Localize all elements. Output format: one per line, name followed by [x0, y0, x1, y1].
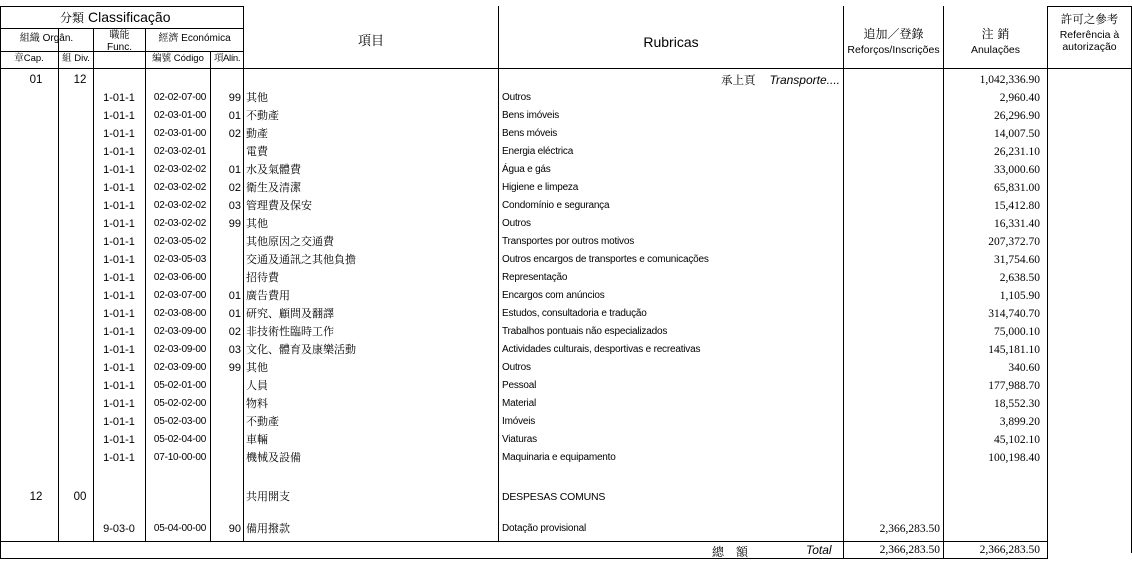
item-cell: 文化、體育及康樂活動 — [246, 343, 356, 356]
rubrica-cell: Higiene e limpeza — [502, 182, 579, 193]
item-cell: 廣告費用 — [246, 289, 290, 302]
funcional-cell: 1-01-1 — [103, 416, 135, 428]
codigo-cell: 07-10-00-00 — [153, 452, 207, 463]
anulacoes-cell: 177,988.70 — [988, 380, 1040, 392]
table-row — [0, 143, 1132, 161]
header-reforcos — [844, 28, 943, 56]
alinea-cell: 01 — [228, 290, 241, 302]
codigo-cell: 05-02-04-00 — [153, 434, 207, 445]
header-referencia-zh: 許可之參考 — [1060, 12, 1119, 26]
anulacoes-cell: 45,102.10 — [994, 434, 1040, 446]
header-organica-zh: 組織 — [19, 33, 40, 44]
rubrica-cell: Outros — [502, 92, 531, 103]
funcional-cell: 1-01-1 — [103, 290, 135, 302]
item-cell: 人員 — [246, 379, 268, 392]
divisao-cell: 00 — [73, 491, 87, 503]
total-label-zh: 總 額 — [712, 545, 749, 559]
item-cell: 不動產 — [246, 415, 279, 428]
item-cell: 其他 — [246, 217, 268, 230]
header-codigo-pt: Código — [173, 53, 204, 64]
codigo-cell: 02-03-05-03 — [153, 254, 207, 265]
total-anulacoes: 2,366,283.50 — [979, 544, 1040, 556]
table-row — [0, 341, 1132, 359]
table-row — [0, 107, 1132, 125]
codigo-cell: 02-02-07-00 — [153, 92, 207, 103]
alinea-cell: 02 — [228, 128, 241, 140]
carry-over-label — [721, 71, 840, 89]
table-row — [0, 215, 1132, 233]
header-alinea-zh: 項 — [213, 53, 224, 64]
table-row — [0, 287, 1132, 305]
rubrica-cell: Outros — [502, 218, 531, 229]
funcional-cell: 1-01-1 — [103, 254, 135, 266]
anulacoes-cell: 31,754.60 — [994, 254, 1040, 266]
header-divisao-pt: Div. — [74, 53, 90, 64]
header-referencia-pt1: Referência à — [1059, 29, 1120, 42]
anulacoes-cell: 75,000.10 — [994, 326, 1040, 338]
anulacoes-cell: 1,105.90 — [999, 290, 1040, 302]
table-row — [0, 377, 1132, 395]
rubrica-cell: Outros encargos de transportes e comunicações — [502, 254, 709, 265]
funcional-cell: 1-01-1 — [103, 200, 135, 212]
header-economica-pt: Económica — [181, 33, 231, 44]
header-economica — [146, 33, 243, 45]
rubrica-cell: Imóveis — [502, 416, 536, 427]
funcional-cell: 1-01-1 — [103, 146, 135, 158]
item-cell: 招待費 — [246, 271, 279, 284]
table-row — [0, 251, 1132, 269]
reforcos-cell: 2,366,283.50 — [879, 523, 940, 535]
funcional-cell: 1-01-1 — [103, 362, 135, 374]
table-row — [0, 395, 1132, 413]
header-organica-pt: Orgân. — [42, 33, 74, 44]
alinea-cell: 01 — [228, 164, 241, 176]
rubrica-cell: DESPESAS COMUNS — [502, 491, 606, 503]
item-cell: 電費 — [246, 145, 268, 158]
codigo-cell: 02-03-09-00 — [153, 344, 207, 355]
funcional-cell: 9-03-0 — [103, 523, 135, 535]
rubrica-cell: Trabalhos pontuais não especializados — [502, 326, 668, 337]
table-row — [0, 431, 1132, 449]
header-classificacao — [60, 9, 230, 26]
funcional-cell: 1-01-1 — [103, 110, 135, 122]
header-anulacoes-zh: 注 銷 — [981, 27, 1010, 41]
alinea-cell: 99 — [228, 218, 241, 230]
header-funcional-pt: Func. — [106, 41, 132, 53]
funcional-cell: 1-01-1 — [103, 182, 135, 194]
codigo-cell: 02-03-09-00 — [153, 362, 207, 373]
carry-over-row — [0, 71, 1132, 89]
table-row — [0, 413, 1132, 431]
header-economica-zh: 經濟 — [158, 33, 179, 44]
anulacoes-cell: 314,740.70 — [988, 308, 1040, 320]
header-item: 項目 — [357, 34, 384, 49]
codigo-cell: 02-03-02-02 — [153, 182, 207, 193]
codigo-cell: 02-03-02-02 — [153, 218, 207, 229]
codigo-cell: 05-02-03-00 — [153, 416, 207, 427]
rubrica-cell: Outros — [502, 362, 531, 373]
item-cell: 其他 — [246, 91, 268, 104]
table-row — [0, 359, 1132, 377]
codigo-cell: 02-03-05-02 — [153, 236, 207, 247]
header-organica — [0, 33, 93, 45]
item-cell: 備用撥款 — [246, 522, 290, 535]
anulacoes-cell: 16,331.40 — [994, 218, 1040, 230]
header-capitulo — [0, 54, 58, 65]
anulacoes-cell: 2,960.40 — [999, 92, 1040, 104]
carry-over-label-zh: 承上頁 — [721, 73, 756, 87]
item-cell: 機械及設備 — [246, 451, 301, 464]
header-codigo — [146, 54, 210, 65]
header-classificacao-pt: Classificação — [88, 9, 171, 25]
funcional-cell: 1-01-1 — [103, 272, 135, 284]
codigo-cell: 02-03-02-02 — [153, 200, 207, 211]
item-cell: 交通及通訊之其他負擔 — [246, 253, 356, 266]
anulacoes-cell: 33,000.60 — [994, 164, 1040, 176]
codigo-cell: 02-03-01-00 — [153, 110, 207, 121]
codigo-cell: 02-03-02-02 — [153, 164, 207, 175]
table-row — [0, 520, 1132, 538]
table-row — [0, 179, 1132, 197]
header-capitulo-pt: Cap. — [23, 53, 44, 64]
alinea-cell: 99 — [228, 362, 241, 374]
header-anulacoes-pt: Anulações — [970, 43, 1021, 56]
funcional-cell: 1-01-1 — [103, 326, 135, 338]
anulacoes-cell: 15,412.80 — [994, 200, 1040, 212]
item-cell: 共用開支 — [246, 490, 290, 503]
rubrica-cell: Bens imóveis — [502, 110, 560, 121]
total-reforcos: 2,366,283.50 — [879, 544, 940, 556]
table-row — [0, 449, 1132, 467]
rubrica-cell: Maquinaria e equipamento — [502, 452, 616, 463]
header-funcional — [94, 30, 145, 53]
anulacoes-cell: 1,042,336.90 — [979, 74, 1040, 86]
anulacoes-cell: 145,181.10 — [988, 344, 1040, 356]
funcional-cell: 1-01-1 — [103, 452, 135, 464]
rubrica-cell: Encargos com anúncios — [502, 290, 605, 301]
header-reforcos-pt: Reforços/Inscrições — [847, 43, 940, 56]
codigo-cell: 05-02-01-00 — [153, 380, 207, 391]
funcional-cell: 1-01-1 — [103, 398, 135, 410]
funcional-cell: 1-01-1 — [103, 344, 135, 356]
alinea-cell: 01 — [228, 308, 241, 320]
codigo-cell: 05-04-00-00 — [153, 523, 207, 534]
item-cell: 其他 — [246, 361, 268, 374]
rubrica-cell: Transportes por outros motivos — [502, 236, 635, 247]
rubrica-cell: Bens móveis — [502, 128, 558, 139]
anulacoes-cell: 100,198.40 — [988, 452, 1040, 464]
rubrica-cell: Condomínio e segurança — [502, 200, 610, 211]
alinea-cell: 03 — [228, 344, 241, 356]
table-row — [0, 323, 1132, 341]
table-row — [0, 197, 1132, 215]
header-alinea — [211, 54, 243, 65]
codigo-cell: 05-02-02-00 — [153, 398, 207, 409]
funcional-cell: 1-01-1 — [103, 380, 135, 392]
funcional-cell: 1-01-1 — [103, 164, 135, 176]
item-cell: 動產 — [246, 127, 268, 140]
codigo-cell: 02-03-08-00 — [153, 308, 207, 319]
header-rubricas: Rubricas — [643, 34, 699, 50]
header-alinea-pt: Alín. — [223, 53, 241, 64]
header-classificacao-zh: 分類 — [60, 11, 85, 25]
rubrica-cell: Actividades culturais, desportivas e recreativas — [502, 344, 701, 355]
funcional-cell: 1-01-1 — [103, 92, 135, 104]
anulacoes-cell: 14,007.50 — [994, 128, 1040, 140]
item-cell: 物料 — [246, 397, 268, 410]
rubrica-cell: Representação — [502, 272, 568, 283]
capitulo-cell: 12 — [29, 491, 43, 503]
item-cell: 水及氣體費 — [246, 163, 301, 176]
total-row — [0, 541, 1132, 559]
item-cell: 研究、顧問及翻譯 — [246, 307, 334, 320]
header-reforcos-zh: 追加／登錄 — [863, 27, 924, 41]
funcional-cell: 1-01-1 — [103, 308, 135, 320]
header-anulacoes — [944, 28, 1047, 56]
anulacoes-cell: 26,231.10 — [994, 146, 1040, 158]
alinea-cell: 99 — [228, 92, 241, 104]
alinea-cell: 03 — [228, 200, 241, 212]
table-row — [0, 269, 1132, 287]
anulacoes-cell: 3,899.20 — [999, 416, 1040, 428]
item-cell: 管理費及保安 — [246, 199, 312, 212]
header-codigo-zh: 編號 — [152, 53, 172, 64]
header-referencia — [1048, 13, 1131, 53]
codigo-cell: 02-03-06-00 — [153, 272, 207, 283]
total-label-pt: Total — [806, 543, 832, 557]
header-referencia-pt2: autorização — [1062, 41, 1117, 54]
table-row — [0, 125, 1132, 143]
funcional-cell: 1-01-1 — [103, 218, 135, 230]
divisao-cell: 12 — [73, 74, 87, 86]
anulacoes-cell: 26,296.90 — [994, 110, 1040, 122]
table-row — [0, 233, 1132, 251]
carry-over-label-pt: Transporte.... — [769, 73, 840, 87]
section-row — [0, 488, 1132, 506]
item-cell: 不動產 — [246, 109, 279, 122]
alinea-cell: 01 — [228, 110, 241, 122]
header-funcional-zh: 職能 — [109, 30, 130, 41]
alinea-cell: 02 — [228, 182, 241, 194]
header-divisao-zh: 組 — [62, 53, 72, 64]
item-cell: 非技術性臨時工作 — [246, 325, 334, 338]
rubrica-cell: Material — [502, 398, 536, 409]
item-cell: 衛生及清潔 — [246, 181, 301, 194]
anulacoes-cell: 207,372.70 — [988, 236, 1040, 248]
item-cell: 其他原因之交通費 — [246, 235, 334, 248]
header-capitulo-zh: 章 — [14, 53, 24, 64]
table-row — [0, 89, 1132, 107]
rubrica-cell: Água e gás — [502, 164, 551, 175]
header-divisao — [59, 54, 93, 65]
funcional-cell: 1-01-1 — [103, 128, 135, 140]
alinea-cell: 90 — [228, 523, 241, 535]
codigo-cell: 02-03-07-00 — [153, 290, 207, 301]
rubrica-cell: Dotação provisional — [502, 523, 587, 534]
funcional-cell: 1-01-1 — [103, 434, 135, 446]
rubrica-cell: Pessoal — [502, 380, 537, 391]
codigo-cell: 02-03-09-00 — [153, 326, 207, 337]
table-row — [0, 305, 1132, 323]
item-cell: 車輛 — [246, 433, 268, 446]
codigo-cell: 02-03-01-00 — [153, 128, 207, 139]
codigo-cell: 02-03-02-01 — [153, 146, 207, 157]
table-row — [0, 161, 1132, 179]
funcional-cell: 1-01-1 — [103, 236, 135, 248]
rubrica-cell: Energia eléctrica — [502, 146, 574, 157]
anulacoes-cell: 18,552.30 — [994, 398, 1040, 410]
anulacoes-cell: 2,638.50 — [999, 272, 1040, 284]
anulacoes-cell: 340.60 — [1008, 362, 1040, 374]
capitulo-cell: 01 — [29, 74, 43, 86]
anulacoes-cell: 65,831.00 — [994, 182, 1040, 194]
alinea-cell: 02 — [228, 326, 241, 338]
rubrica-cell: Viaturas — [502, 434, 537, 445]
rubrica-cell: Estudos, consultadoria e tradução — [502, 308, 647, 319]
